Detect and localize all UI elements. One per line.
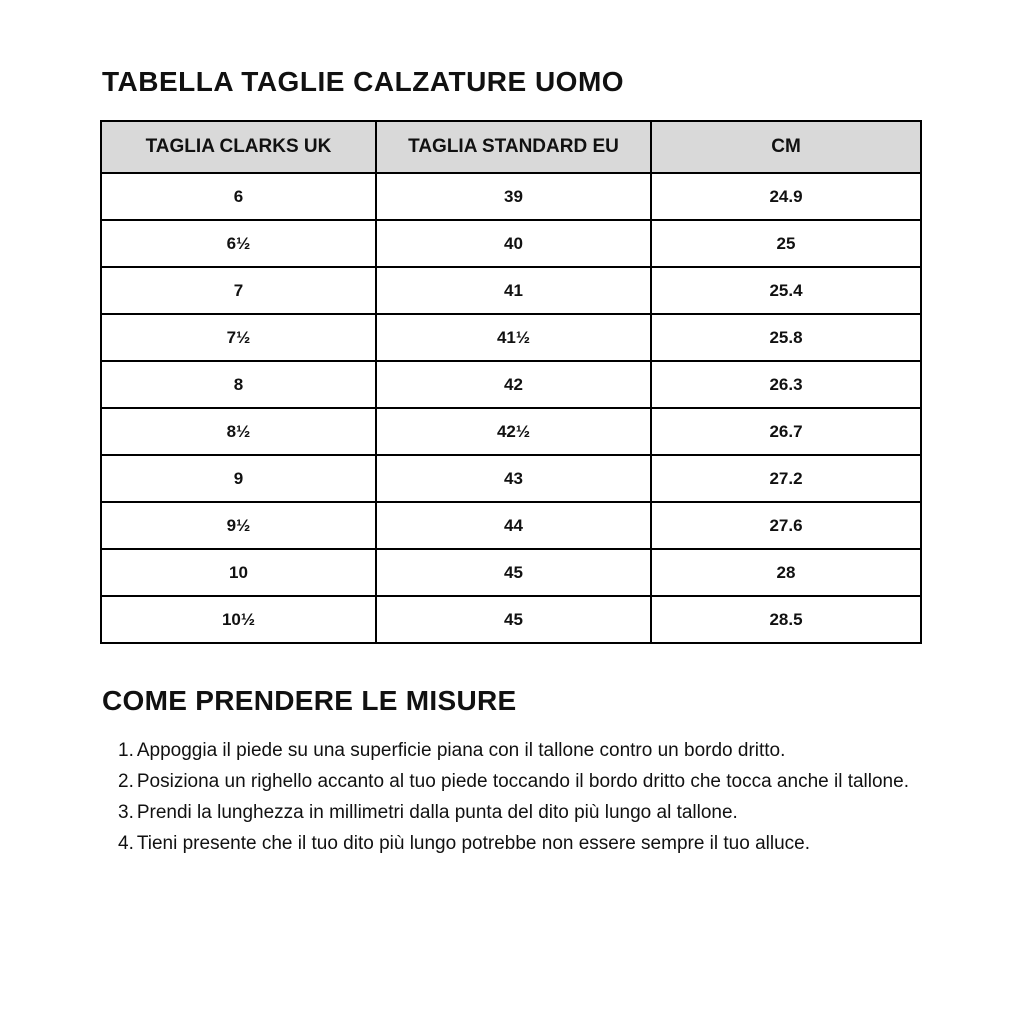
table-cell: 7½: [101, 314, 376, 361]
table-cell: 44: [376, 502, 651, 549]
table-cell: 8: [101, 361, 376, 408]
table-cell: 8½: [101, 408, 376, 455]
table-cell: 40: [376, 220, 651, 267]
instruction-item: Prendi la lunghezza in millimetri dalla punta del dito più lungo al tallone.: [136, 802, 738, 823]
table-cell: 26.7: [651, 408, 921, 455]
table-cell: 45: [376, 549, 651, 596]
table-cell: 42: [376, 361, 651, 408]
table-cell: 45: [376, 596, 651, 643]
instructions-title: COME PRENDERE LE MISURE: [102, 685, 517, 716]
table-cell: 42½: [376, 408, 651, 455]
instruction-item: Tieni presente che il tuo dito più lungo potrebbe non essere sempre il tuo alluce.: [136, 833, 811, 854]
table-cell: 43: [376, 455, 651, 502]
size-table: [100, 120, 922, 644]
table-cell: 28.5: [651, 596, 921, 643]
table-cell: 7: [101, 267, 376, 314]
table-cell: 28: [651, 549, 921, 596]
table-row: [101, 314, 921, 361]
table-cell: 41: [376, 267, 651, 314]
column-header-uk: TAGLIA CLARKS UK: [101, 121, 376, 173]
table-cell: 25: [651, 220, 921, 267]
table-row: [101, 361, 921, 408]
table-cell: 10½: [101, 596, 376, 643]
table-cell: 26.3: [651, 361, 921, 408]
table-cell: 9½: [101, 502, 376, 549]
instruction-item: Appoggia il piede su una superficie piana con il tallone contro un bordo dritto.: [136, 740, 786, 761]
table-cell: 24.9: [651, 173, 921, 220]
instructions-list: [100, 735, 924, 859]
table-cell: 27.6: [651, 502, 921, 549]
table-title: TABELLA TAGLIE CALZATURE UOMO: [102, 66, 625, 97]
table-row: [101, 220, 921, 267]
table-cell: 6: [101, 173, 376, 220]
table-cell: 6½: [101, 220, 376, 267]
size-table-body: [101, 173, 921, 643]
table-row: [101, 549, 921, 596]
table-cell: 27.2: [651, 455, 921, 502]
table-row: [101, 408, 921, 455]
table-cell: 25.8: [651, 314, 921, 361]
table-cell: 9: [101, 455, 376, 502]
table-cell: 41½: [376, 314, 651, 361]
table-row: [101, 173, 921, 220]
table-row: [101, 455, 921, 502]
table-cell: 10: [101, 549, 376, 596]
column-header-eu: TAGLIA STANDARD EU: [376, 121, 651, 173]
table-cell: 25.4: [651, 267, 921, 314]
table-row: [101, 267, 921, 314]
instruction-item: Posiziona un righello accanto al tuo piede toccando il bordo dritto che tocca anche il tallone.: [136, 771, 909, 792]
table-cell: 39: [376, 173, 651, 220]
table-row: [101, 502, 921, 549]
column-header-cm: CM: [651, 121, 921, 173]
table-header-row: [101, 121, 921, 173]
table-row: [101, 596, 921, 643]
